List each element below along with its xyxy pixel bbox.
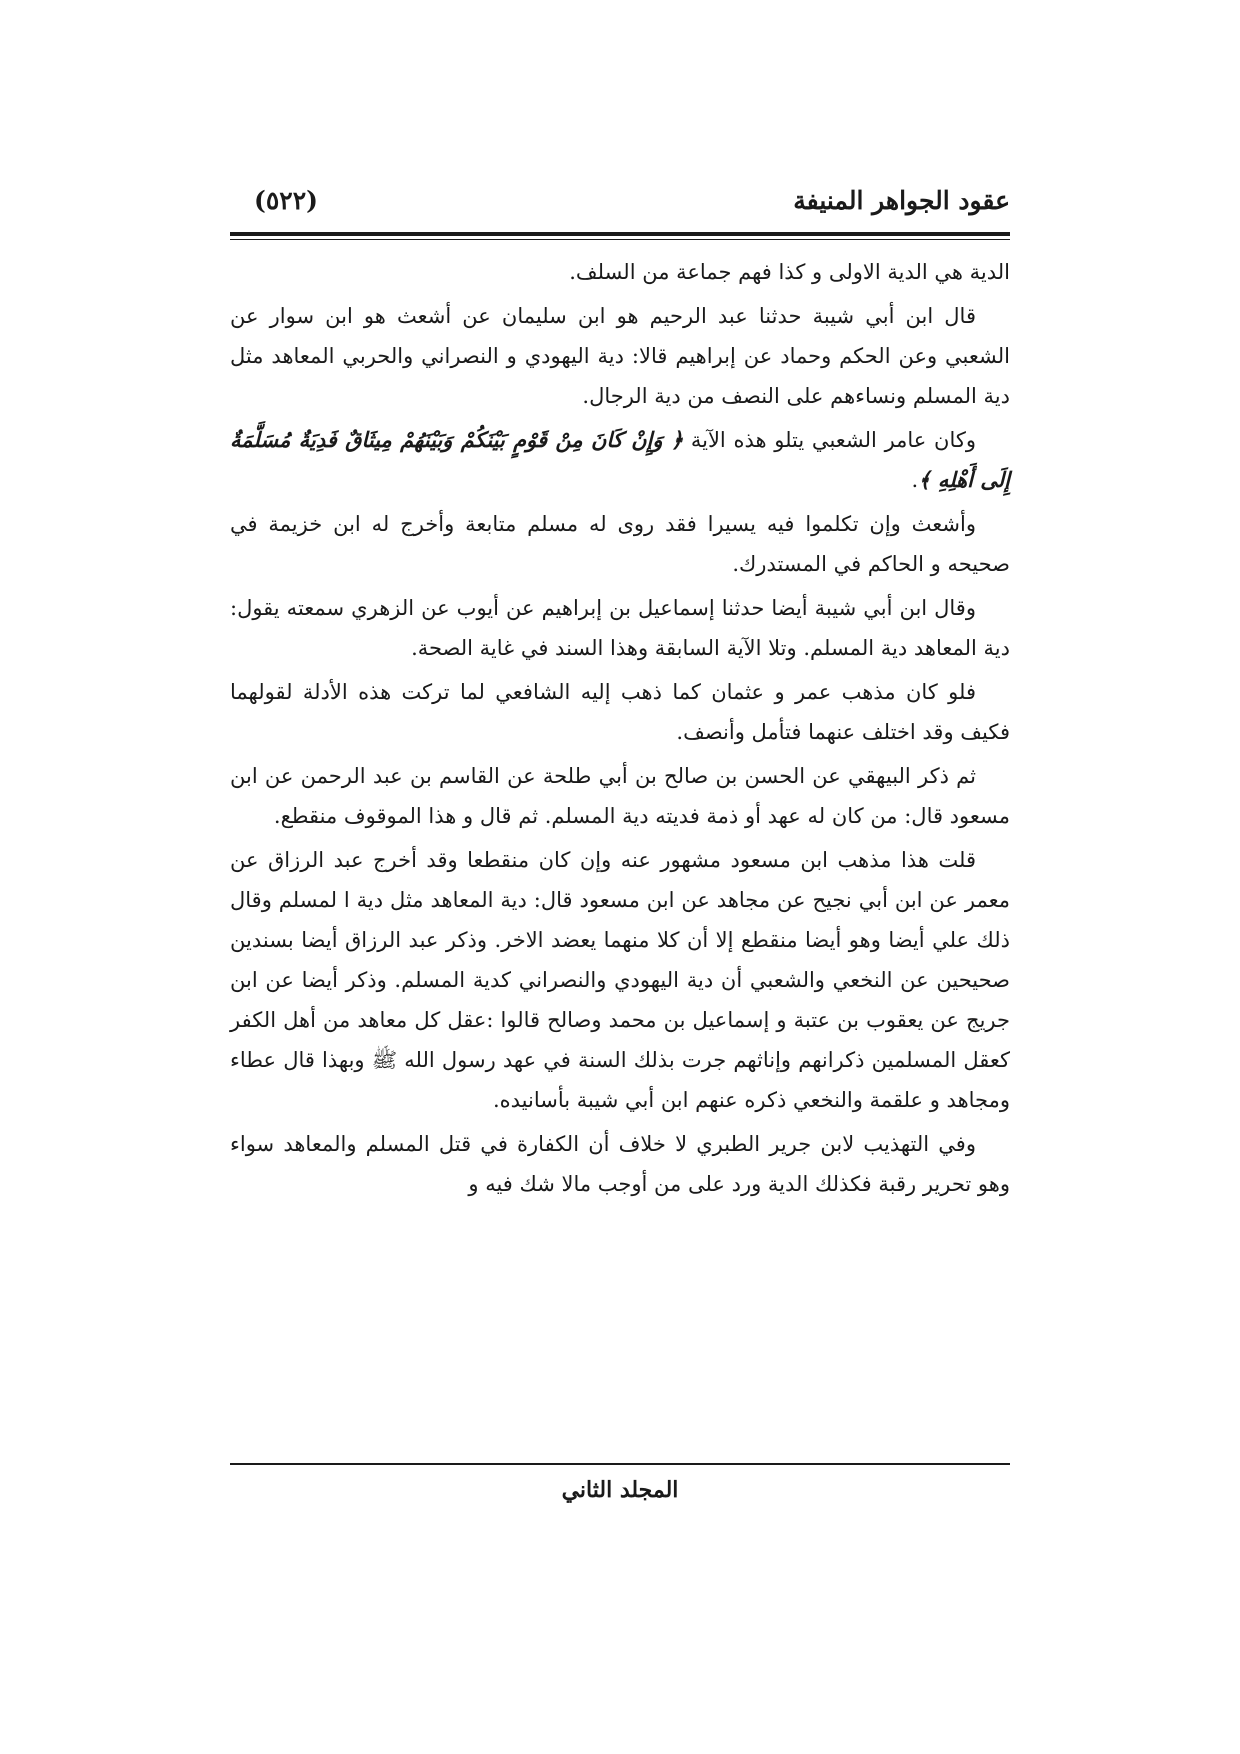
paragraph-7: ثم ذكر البيهقي عن الحسن بن صالح بن أبي طلحة عن القاسم بن عبد الرحمن عن ابن مسعود قال: من كان له عهد أو ذمة فديته دية المسلم. ثم قال و هذا الموقوف منقطع. (230, 764, 1010, 828)
paragraph-4: وأشعث وإن تكلموا فيه يسيرا فقد روى له مسلم متابعة وأخرج له ابن خزيمة في صحيحه و الحاكم في المستدرك. (230, 512, 1010, 576)
header-rule-thin (230, 239, 1010, 240)
paragraph-3 (230, 420, 1010, 500)
book-title: عقود الجواهر المنيفة (793, 186, 1010, 215)
paragraph-2: قال ابن أبي شيبة حدثنا عبد الرحيم هو ابن سليمان عن أشعث هو ابن سوار عن الشعبي وعن الحكم وحماد عن إبراهيم قالا: دية اليهودي و النصراني والحربي المعاهد مثل دية المسلم ونساءهم على النصف من دية الرجال. (230, 304, 1010, 408)
paragraph-3-tail: . (911, 468, 919, 492)
paragraph-9: وفي التهذيب لابن جرير الطبري لا خلاف أن الكفارة في قتل المسلم والمعاهد سواء وهو تحرير رقبة فكذلك الدية ورد على من أوجب مالا شك فيه و (230, 1132, 1010, 1196)
paragraph-3-lead: وكان عامر الشعبي يتلو هذه الآية (683, 428, 976, 452)
document-page (230, 0, 1010, 1754)
quran-verse: ﴿ وَإِنْ كَانَ مِنْ قَوْمٍ بَيْنَكُمْ وَبَيْنَهُمْ مِيثَاقٌ فَدِيَةٌ مُسَلَّمَةٌ إِلَى أَهْلِهِ ﴾ (230, 427, 1010, 492)
page-header (230, 186, 1010, 230)
header-rule-thick (230, 232, 1010, 236)
body-text (230, 252, 1010, 1208)
page-number: (٥٢٢) (254, 186, 318, 215)
footer-rule (230, 1463, 1010, 1465)
paragraph-6: فلو كان مذهب عمر و عثمان كما ذهب إليه الشافعي لما تركت هذه الأدلة لقولهما فكيف وقد اختلف عنهما فتأمل وأنصف. (230, 680, 1010, 744)
volume-label: المجلد الثاني (561, 1477, 679, 1503)
paragraph-5: وقال ابن أبي شيبة أيضا حدثنا إسماعيل بن إبراهيم عن أيوب عن الزهري سمعته يقول: دية المعاهد دية المسلم. وتلا الآية السابقة وهذا السند في غاية الصحة. (230, 596, 1010, 660)
paragraph-1: الدية هي الدية الاولى و كذا فهم جماعة من السلف. (569, 260, 1010, 284)
paragraph-8: قلت هذا مذهب ابن مسعود مشهور عنه وإن كان منقطعا وقد أخرج عبد الرزاق عن معمر عن ابن أبي نجيح عن مجاهد عن ابن مسعود قال: دية المعاهد مثل دية ا لمسلم وقال ذلك علي أيضا وهو أيضا منقطع إلا أن كلا منهما يعضد الاخر. وذكر عبد الرزاق أيضا بسندين صحيحين عن النخعي والشعبي أن دية اليهودي والنصراني كدية المسلم. وذكر أيضا عن ابن جريج عن يعقوب بن عتبة و إسماعيل بن محمد وصالح قالوا :عقل كل معاهد من أهل الكفر كعقل المسلمين ذكرانهم وإناثهم جرت بذلك السنة في عهد رسول الله ﷺ وبهذا قال عطاء ومجاهد و علقمة والنخعي ذكره عنهم ابن أبي شيبة بأسانيده. (230, 848, 1010, 1112)
